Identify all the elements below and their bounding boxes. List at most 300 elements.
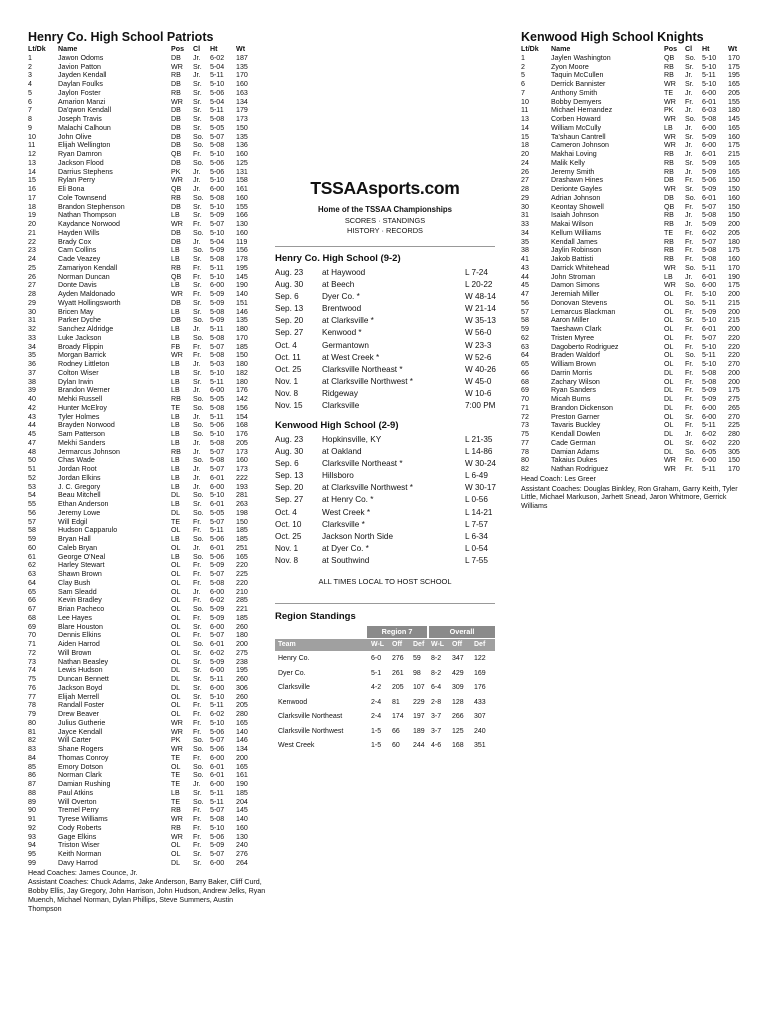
player-name: Shawn Brown — [58, 570, 102, 578]
standings-row — [275, 695, 495, 710]
player-position: QB — [664, 202, 675, 211]
player-height: 5-07 — [210, 132, 225, 141]
player-class: Fr. — [193, 613, 202, 622]
player-row — [521, 421, 751, 430]
player-name: Michael Hernandez — [551, 106, 613, 115]
player-number: 24 — [28, 255, 36, 263]
game-result: W 40-26 — [465, 364, 496, 374]
player-class: So. — [193, 797, 204, 806]
player-position: TE — [171, 797, 181, 806]
player-number: 58 — [28, 526, 36, 535]
player-row — [521, 290, 751, 299]
player-position: LB — [171, 535, 180, 543]
player-position: RB — [664, 158, 674, 167]
region-wl: 1-5 — [371, 742, 382, 749]
player-weight: 155 — [236, 202, 248, 211]
player-class: Fr. — [685, 368, 694, 377]
player-class: Jr. — [193, 360, 201, 368]
player-class: Sr. — [193, 80, 202, 88]
player-number: 38 — [28, 377, 36, 386]
player-number: 15 — [28, 176, 36, 185]
region-off: 261 — [392, 669, 404, 677]
player-class: Fr. — [193, 561, 202, 570]
player-number: 44 — [28, 421, 36, 430]
schedule-row — [275, 532, 495, 544]
player-class: So. — [193, 395, 204, 403]
player-class: Fr. — [685, 307, 694, 316]
player-row — [521, 448, 751, 457]
player-position: OL — [664, 316, 674, 325]
player-class: Sr. — [685, 62, 694, 71]
player-position: LB — [171, 377, 180, 386]
player-height: 6-00 — [210, 753, 225, 762]
player-height: 5-10 — [702, 290, 717, 298]
overall-group-label: Overall — [429, 626, 495, 638]
player-height: 5-08 — [210, 578, 225, 587]
player-weight: 195 — [728, 71, 740, 80]
player-number: 73 — [521, 421, 529, 430]
player-position: LB — [171, 421, 180, 430]
player-number: 72 — [521, 412, 529, 421]
player-height: 6-02 — [210, 596, 225, 605]
player-class: Fr. — [685, 465, 694, 473]
player-name: Jeremy Lowe — [58, 508, 101, 517]
player-name: Cody Roberts — [58, 823, 102, 832]
player-weight: 150 — [728, 202, 740, 211]
player-class: Jr. — [193, 447, 201, 456]
game-result: L 21-35 — [465, 435, 493, 444]
standings-team: Kenwood — [278, 698, 308, 706]
player-name: Jordan Root — [58, 465, 97, 473]
player-number: 42 — [28, 403, 36, 412]
player-class: Sr. — [685, 185, 694, 193]
player-height: 5-09 — [210, 657, 225, 666]
game-date: Oct. 25 — [275, 531, 302, 541]
player-weight: 175 — [728, 62, 740, 71]
player-class: So. — [193, 491, 204, 500]
player-position: DB — [171, 316, 181, 325]
player-weight: 238 — [236, 657, 248, 666]
player-height: 5-08 — [210, 333, 225, 342]
player-weight: 225 — [236, 570, 248, 578]
player-class: Fr. — [193, 631, 202, 640]
player-name: Brian Pacheco — [58, 605, 105, 613]
player-weight: 160 — [728, 132, 740, 141]
player-position: DL — [664, 386, 674, 395]
player-height: 5-06 — [210, 832, 225, 841]
player-number: 66 — [521, 368, 529, 377]
player-row — [28, 456, 268, 465]
player-class: So. — [685, 281, 696, 290]
player-position: RB — [664, 211, 674, 220]
player-number: 28 — [28, 290, 36, 298]
region-standings-title: Region Standings — [275, 611, 356, 622]
player-position: WR — [171, 832, 183, 841]
player-weight: 251 — [236, 543, 248, 552]
player-height: 5-11 — [210, 106, 224, 115]
player-class: Fr. — [193, 701, 202, 710]
player-class: Fr. — [193, 727, 202, 736]
player-weight: 125 — [236, 158, 248, 167]
player-row — [28, 859, 268, 868]
player-number: 3 — [28, 71, 32, 80]
player-position: DB — [171, 298, 181, 307]
player-name: Julius Gutherie — [58, 718, 106, 727]
player-weight: 180 — [728, 106, 740, 115]
player-row — [28, 693, 268, 702]
player-row — [28, 386, 268, 395]
player-position: TE — [171, 771, 181, 780]
player-height: 6-00 — [210, 185, 225, 193]
overall-def: 240 — [474, 727, 486, 735]
player-name: Malachi Calhoun — [58, 123, 111, 132]
player-class: So. — [685, 351, 696, 360]
player-class: Fr. — [685, 202, 694, 211]
player-weight: 225 — [728, 421, 740, 430]
player-number: 47 — [521, 290, 529, 298]
player-class: So. — [193, 403, 204, 412]
player-number: 56 — [28, 508, 36, 517]
player-number: 29 — [521, 193, 529, 202]
player-height: 6-01 — [702, 272, 717, 281]
player-height: 5-11 — [210, 788, 224, 797]
player-class: So. — [685, 447, 696, 456]
player-name: George O'Neal — [58, 552, 106, 561]
player-class: Fr. — [193, 351, 202, 360]
player-number: 24 — [521, 158, 529, 167]
player-row — [521, 194, 751, 203]
player-number: 92 — [28, 823, 36, 832]
player-class: Fr. — [193, 220, 202, 228]
game-opponent: at Henry Co. * — [322, 495, 374, 505]
standings-row — [275, 724, 495, 739]
overall-def: 307 — [474, 713, 486, 720]
player-height: 6-02 — [702, 228, 717, 237]
player-height: 5-06 — [210, 421, 225, 430]
player-class: Fr. — [193, 596, 202, 605]
player-row — [28, 176, 268, 185]
col-height-header: Ht — [702, 45, 710, 53]
player-number: 70 — [521, 395, 529, 403]
player-weight: 170 — [728, 53, 740, 62]
player-position: OL — [171, 526, 181, 535]
kenwood-roster — [521, 45, 751, 511]
player-row — [28, 273, 268, 282]
player-class: Sr. — [193, 666, 202, 675]
player-position: LB — [171, 473, 180, 482]
player-weight: 135 — [236, 62, 248, 71]
schedule-row — [275, 365, 495, 377]
player-row — [28, 754, 268, 763]
player-name: Joseph Travis — [58, 115, 102, 123]
player-number: 30 — [28, 307, 36, 316]
schedule-row — [275, 471, 495, 483]
player-number: 15 — [521, 132, 529, 141]
player-row — [28, 675, 268, 684]
schedule-row — [275, 544, 495, 556]
region-wl: 4-2 — [371, 684, 382, 691]
player-number: 70 — [28, 631, 36, 640]
player-number: 11 — [28, 141, 36, 150]
player-height: 6-00 — [702, 123, 717, 132]
player-position: WR — [171, 351, 183, 360]
player-row — [521, 89, 751, 98]
player-class: Fr. — [193, 815, 202, 823]
overall-wl: 6-4 — [431, 684, 442, 691]
player-number: 54 — [28, 491, 36, 500]
player-position: OL — [664, 360, 674, 368]
player-weight: 180 — [236, 325, 248, 333]
player-weight: 306 — [236, 683, 248, 692]
player-weight: 156 — [236, 403, 248, 412]
player-number: 44 — [521, 272, 529, 281]
player-class: Fr. — [685, 421, 694, 430]
game-date: Aug. 23 — [275, 268, 304, 277]
player-weight: 140 — [236, 727, 248, 736]
game-result: L 6-34 — [465, 531, 488, 541]
player-name: Beau Mitchell — [58, 491, 101, 500]
player-class: Jr. — [685, 123, 693, 132]
player-name: Bryan Hall — [58, 535, 91, 543]
player-number: 90 — [28, 806, 36, 815]
player-number: 80 — [521, 456, 529, 465]
player-class: Sr. — [193, 106, 202, 115]
player-name: Brady Cox — [58, 237, 92, 246]
site-promo — [275, 178, 495, 236]
player-height: 5-07 — [210, 570, 225, 578]
player-name: Taeshawn Clark — [551, 325, 602, 333]
player-number: 6 — [521, 80, 525, 88]
player-number: 58 — [521, 316, 529, 325]
overall-off-header: Off — [452, 641, 463, 648]
player-position: LB — [171, 325, 180, 333]
schedule-row — [275, 401, 495, 413]
col-name-header: Name — [551, 45, 571, 53]
player-weight: 160 — [236, 150, 248, 158]
player-name: Malik Kelly — [551, 158, 585, 167]
player-height: 5-09 — [702, 158, 717, 167]
player-name: Ryan Damron — [58, 150, 102, 158]
player-class: So. — [193, 141, 204, 150]
schedule-row — [275, 353, 495, 365]
player-row — [28, 474, 268, 483]
player-weight: 180 — [236, 377, 248, 386]
player-row — [521, 299, 751, 308]
player-weight: 182 — [236, 368, 248, 377]
player-height: 5-09 — [210, 841, 225, 850]
player-number: 57 — [28, 517, 36, 526]
player-class: So. — [193, 762, 204, 771]
kenwood-schedule — [275, 435, 495, 568]
player-weight: 160 — [236, 228, 248, 237]
player-row — [28, 185, 268, 194]
player-position: LB — [171, 246, 180, 255]
standings-row — [275, 651, 495, 666]
game-date: Sep. 27 — [275, 328, 304, 338]
player-height: 5-10 — [210, 718, 225, 727]
region-def: 197 — [413, 713, 425, 720]
player-number: 47 — [28, 438, 36, 447]
player-weight: 265 — [728, 403, 740, 412]
player-weight: 275 — [236, 648, 248, 657]
standings-team: Clarksville Northeast — [278, 713, 343, 720]
overall-wl: 3-7 — [431, 727, 442, 735]
player-weight: 146 — [236, 307, 248, 316]
player-position: RB — [171, 823, 181, 832]
overall-def: 169 — [474, 669, 486, 677]
player-class: Fr. — [193, 570, 202, 578]
player-number: 4 — [28, 80, 32, 88]
player-row — [28, 369, 268, 378]
player-weight: 222 — [236, 473, 248, 482]
player-name: Tristen Myree — [551, 333, 595, 342]
player-class: So. — [193, 535, 204, 543]
schedule-row — [275, 341, 495, 353]
player-class: Fr. — [685, 395, 694, 403]
region-off: 174 — [392, 713, 404, 720]
section-divider — [275, 603, 495, 604]
player-class: So. — [193, 640, 204, 648]
player-row — [28, 150, 268, 159]
player-position: RB — [664, 150, 674, 158]
player-class: Jr. — [193, 185, 201, 193]
player-class: Sr. — [193, 692, 202, 701]
player-class: Fr. — [193, 718, 202, 727]
player-name: J. C. Gregory — [58, 482, 101, 491]
player-position: RB — [171, 806, 181, 815]
player-row — [28, 378, 268, 387]
player-name: Tyler Holmes — [58, 412, 100, 421]
player-weight: 220 — [236, 578, 248, 587]
player-row — [521, 316, 751, 325]
kenwood-player-list — [521, 54, 751, 474]
player-name: Brayden Norwood — [58, 421, 115, 430]
player-number: 85 — [28, 762, 36, 771]
player-row — [28, 238, 268, 247]
player-weight: 200 — [728, 220, 740, 228]
player-height: 5-10 — [210, 150, 225, 158]
player-position: WR — [664, 80, 676, 88]
game-opponent: Dyer Co. * — [322, 292, 360, 302]
player-number: 20 — [521, 150, 529, 158]
player-row — [28, 719, 268, 728]
player-position: WR — [171, 290, 183, 298]
player-number: 76 — [28, 683, 36, 692]
player-name: Ethan Anderson — [58, 500, 109, 508]
player-position: WR — [664, 97, 676, 106]
standings-row — [275, 666, 495, 681]
player-row — [28, 806, 268, 815]
player-row — [28, 833, 268, 842]
player-height: 6-00 — [702, 412, 717, 421]
schedule-row — [275, 556, 495, 568]
player-position: RB — [664, 167, 674, 176]
player-position: LB — [171, 788, 180, 797]
player-number: 18 — [28, 202, 36, 211]
player-weight: 276 — [236, 850, 248, 858]
section-divider — [275, 246, 495, 247]
player-height: 6-00 — [210, 622, 225, 631]
player-row — [28, 308, 268, 317]
player-name: Lewis Hudson — [58, 666, 103, 675]
player-position: OL — [664, 325, 674, 333]
player-weight: 151 — [236, 298, 248, 307]
player-name: Damian Rushing — [58, 780, 111, 788]
player-row — [521, 71, 751, 80]
player-number: 75 — [521, 430, 529, 438]
player-position: WR — [664, 115, 676, 123]
player-position: TE — [171, 780, 181, 788]
player-weight: 285 — [236, 596, 248, 605]
player-position: PK — [664, 106, 674, 115]
player-name: Kendall Dowlen — [551, 430, 601, 438]
player-position: DL — [664, 430, 674, 438]
player-number: 78 — [521, 447, 529, 456]
player-position: WR — [664, 141, 676, 150]
player-name: Jeremiah Miller — [551, 290, 600, 298]
player-weight: 200 — [728, 368, 740, 377]
player-height: 5-08 — [702, 377, 717, 386]
player-position: DB — [171, 132, 181, 141]
schedule-row — [275, 268, 495, 280]
player-row — [28, 351, 268, 360]
player-number: 73 — [28, 657, 36, 666]
col-class-header: Cl — [685, 45, 693, 53]
player-height: 6-00 — [210, 666, 225, 675]
player-name: Cole Townsend — [58, 193, 107, 202]
game-date: Aug. 23 — [275, 435, 304, 444]
player-name: Will Carter — [58, 736, 92, 745]
player-position: QB — [171, 185, 182, 193]
player-height: 6-00 — [210, 482, 225, 491]
schedule-row — [275, 280, 495, 292]
player-height: 5-08 — [702, 246, 717, 255]
player-name: Amarion Manzi — [58, 97, 106, 106]
player-name: Rylan Perry — [58, 176, 96, 185]
player-height: 6-00 — [702, 141, 717, 150]
player-number: 45 — [28, 430, 36, 438]
player-number: 81 — [28, 727, 36, 736]
game-opponent: at Oakland — [322, 447, 362, 457]
player-position: DB — [664, 193, 674, 202]
player-height: 6-00 — [210, 780, 225, 788]
player-weight: 142 — [236, 395, 248, 403]
player-name: Sanchez Aldridge — [58, 325, 114, 333]
player-name: Cameron Johnson — [551, 141, 609, 150]
game-date: Oct. 4 — [275, 507, 297, 517]
schedule-row — [275, 316, 495, 328]
player-weight: 185 — [236, 613, 248, 622]
player-number: 59 — [521, 325, 529, 333]
player-weight: 205 — [728, 228, 740, 237]
player-weight: 205 — [728, 88, 740, 97]
player-height: 6-00 — [702, 88, 717, 97]
player-class: Fr. — [685, 325, 694, 333]
schedule-row — [275, 459, 495, 471]
player-row — [28, 500, 268, 509]
player-row — [28, 325, 268, 334]
player-number: 78 — [28, 701, 36, 710]
player-class: Jr. — [193, 482, 201, 491]
player-weight: 260 — [236, 692, 248, 701]
game-date: Sep. 13 — [275, 471, 304, 481]
player-number: 64 — [28, 578, 36, 587]
player-row — [28, 544, 268, 553]
player-height: 5-08 — [702, 368, 717, 377]
player-row — [521, 430, 751, 439]
player-row — [521, 395, 751, 404]
player-height: 5-05 — [210, 395, 225, 403]
